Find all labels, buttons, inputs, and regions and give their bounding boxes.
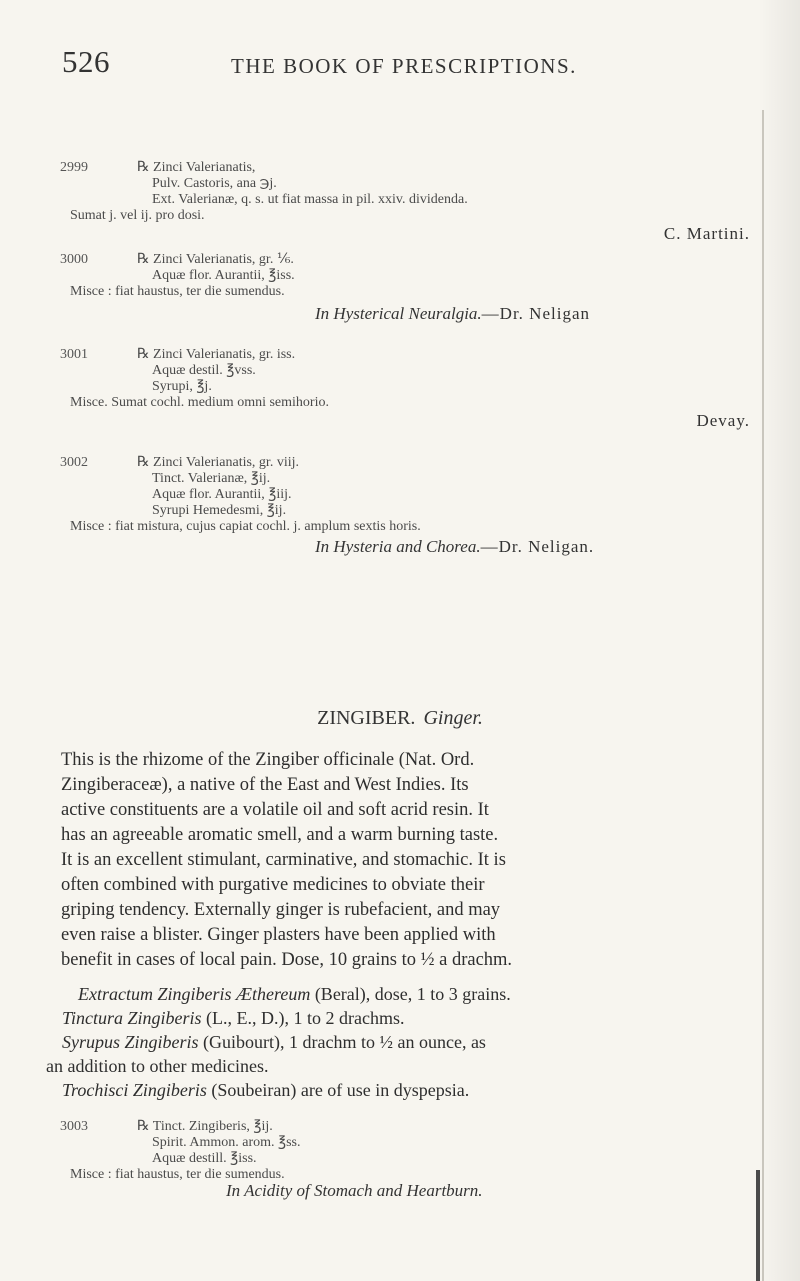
prescription-line: Spirit. Ammon. arom. ℥ss. [152,1135,301,1150]
prescription-line: Tinct. Valerianæ, ℥ij. [152,471,271,486]
prescription-note: In Hysterical Neuralgia.—Dr. Neligan [315,304,590,323]
paragraph-line: even raise a blister. Ginger plasters have been applied with [61,925,496,945]
prescription-3001 [60,347,750,430]
prescription-signature: Devay. [696,411,750,430]
page-edge-shadow [758,0,800,1281]
paragraph-line: It is an excellent stimulant, carminative, and stomachic. It is [61,850,506,870]
description-paragraph [61,748,763,978]
prescription-line: Aquæ flor. Aurantii, ℥iij. [152,487,292,502]
section-subtitle: Ginger. [423,707,483,729]
prescription-number: 3003 [60,1119,88,1134]
prescription-number: 3001 [60,347,88,362]
prescription-line: ℞ Zinci Valerianatis, gr. ⅙. [137,252,294,267]
prescription-number: 2999 [60,160,88,175]
prescription-3003 [60,1119,750,1199]
paragraph-line: active constituents are a volatile oil and soft acrid resin. It [61,800,489,820]
prescription-line: Syrupi, ℥j. [152,379,212,394]
prescription-line: Aquæ flor. Aurantii, ℥iss. [152,268,295,283]
prescription-note: In Hysteria and Chorea.—Dr. Neligan. [315,537,595,556]
prescription-line: Ext. Valerianæ, q. s. ut fiat massa in pil. xxiv. dividenda. [152,192,468,207]
prescription-number: 3002 [60,455,88,470]
preparation-line: an addition to other medicines. [46,1056,269,1076]
paragraph-line: has an agreeable aromatic smell, and a warm burning taste. [61,825,499,845]
section-heading [0,707,800,730]
prescription-line: Misce : fiat haustus, ter die sumendus. [70,1167,285,1182]
prescription-line: Sumat j. vel ij. pro dosi. [70,208,205,223]
prescription-line: Aquæ destil. ℥vss. [152,363,256,378]
paragraph-line: This is the rhizome of the Zingiber officinale (Nat. Ord. [61,750,475,770]
prescription-line: Aquæ destill. ℥iss. [152,1151,257,1166]
page-edge-line [762,110,764,1281]
page-edge-dark [756,1170,760,1281]
prescription-3000 [60,252,750,332]
preparation-line: Extractum Zingiberis Æthereum (Beral), dose, 1 to 3 grains. [78,984,511,1004]
prescription-line: Pulv. Castoris, ana ℈j. [152,176,277,191]
prescription-signature: C. Martini. [663,224,750,243]
section-title: ZINGIBER. [317,707,416,729]
prescription-line: ℞ Zinci Valerianatis, [137,160,256,175]
prescription-2999 [60,160,750,244]
paragraph-line: often combined with purgative medicines to obviate their [61,875,485,895]
prescription-3002 [60,455,750,555]
prescription-line: ℞ Tinct. Zingiberis, ℥ij. [137,1119,273,1134]
prescription-number: 3000 [60,252,88,267]
preparation-line: Tinctura Zingiberis (L., E., D.), 1 to 2 drachms. [62,1008,405,1028]
prescription-line: ℞ Zinci Valerianatis, gr. viij. [137,455,299,470]
prescription-line: ℞ Zinci Valerianatis, gr. iss. [137,347,296,362]
page-number: 526 [62,44,110,79]
preparation-line: Trochisci Zingiberis (Soubeiran) are of use in dyspepsia. [62,1080,470,1100]
paragraph-line: griping tendency. Externally ginger is rubefacient, and may [61,900,501,920]
preparation-line: Syrupus Zingiberis (Guibourt), 1 drachm to ½ an ounce, as [62,1032,486,1052]
paragraph-line: benefit in cases of local pain. Dose, 10 grains to ½ a drachm. [61,950,513,970]
page-header [62,44,762,84]
prescription-note: In Acidity of Stomach and Heartburn. [226,1181,483,1200]
prescription-line: Misce. Sumat cochl. medium omni semihorio. [70,395,329,410]
prescription-line: Misce : fiat mistura, cujus capiat cochl. j. amplum sextis horis. [70,519,421,534]
prescription-line: Syrupi Hemedesmi, ℥ij. [152,503,287,518]
running-head: THE BOOK OF PRESCRIPTIONS. [231,54,577,78]
prescription-line: Misce : fiat haustus, ter die sumendus. [70,284,285,299]
paragraph-line: Zingiberaceæ), a native of the East and West Indies. Its [61,775,469,795]
